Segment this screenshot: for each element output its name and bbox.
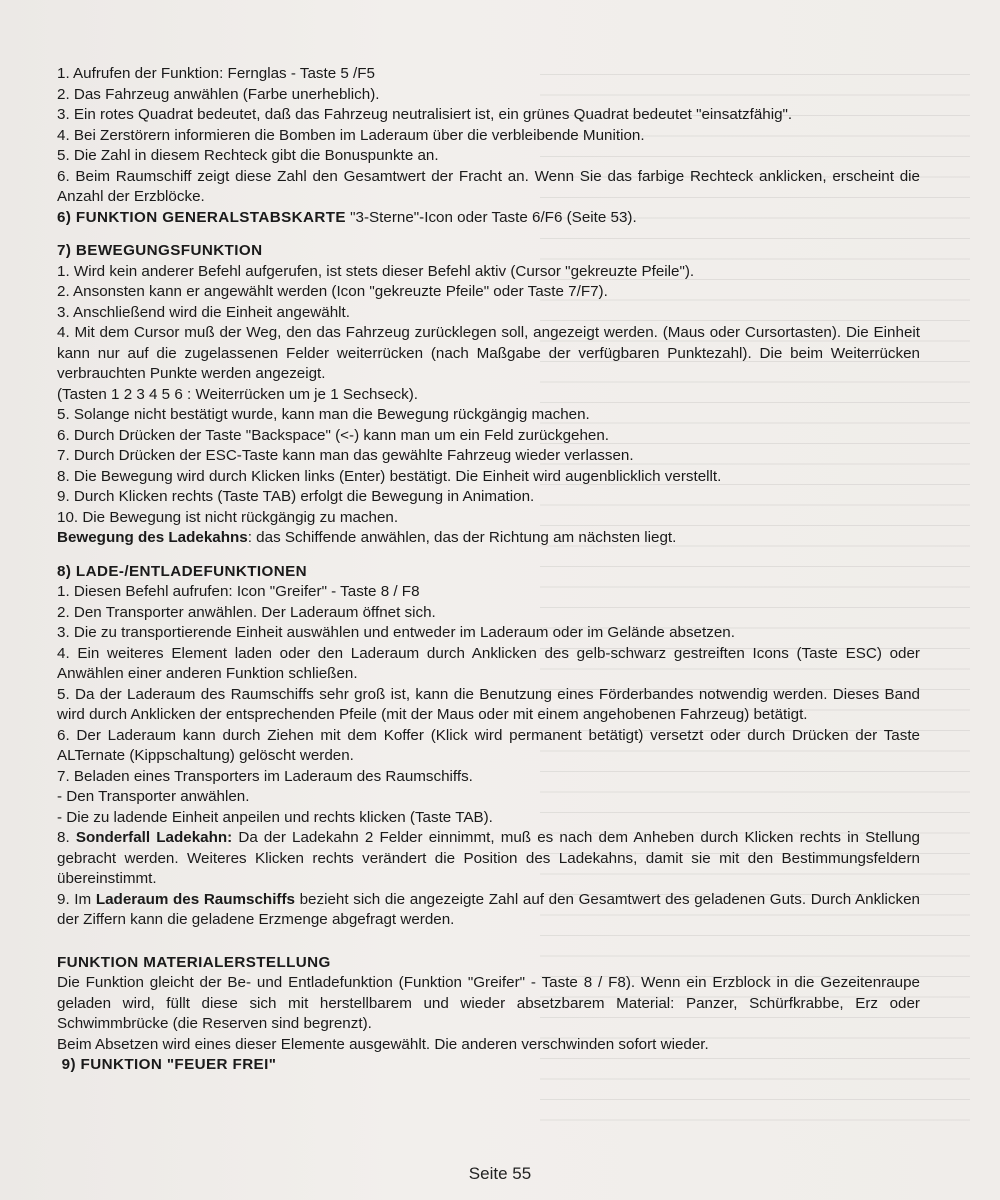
list-item: 7. Durch Drücken der ESC-Taste kann man das gewählte Fahrzeug wieder verlassen. xyxy=(57,447,634,464)
list-item: 2. Ansonsten kann er angewählt werden (Icon "gekreuzte Pfeile" oder Taste 7/F7). xyxy=(57,283,608,300)
material-paragraph: Die Funktion gleicht der Be- und Entladefunktion (Funktion "Greifer" - Taste 8 / F8). Wenn ein Erzblock in die Gezeitenraupe geladen wird, füllt diese sich mit herstellbarem und wieder absetzbarem Material: Panzer, Schürfkrabbe, Erz oder Schwimmbrücke (die Reserven sind begrenzt). xyxy=(57,974,920,1032)
list-item: 1. Aufrufen der Funktion: Fernglas - Taste 5 /F5 xyxy=(57,65,375,82)
list-item: 9. Durch Klicken rechts (Taste TAB) erfolgt die Bewegung in Animation. xyxy=(57,488,535,505)
section-material xyxy=(57,953,920,1076)
list-item: 4. Bei Zerstörern informieren die Bomben im Laderaum über die verbleibende Munition. xyxy=(57,126,645,144)
list-item: 6. Durch Drücken der Taste "Backspace" (<-) kann man um ein Feld zurückgehen. xyxy=(57,426,610,444)
section-6-text: "3-Sterne"-Icon oder Taste 6/F6 (Seite 53). xyxy=(345,208,637,226)
section-8 xyxy=(57,562,920,931)
item8-prefix: 8. xyxy=(57,829,76,846)
list-item: 5. Da der Laderaum des Raumschiffs sehr groß ist, kann die Benutzung eines Förderbandes notwendig werden. Dieses Band wird durch Anklicken der entsprechenden Pfeile (mit der Maus oder mit einem angehobenen Fahrzeug) betätigt. xyxy=(57,685,920,723)
list-item: 10. Die Bewegung ist nicht rückgängig zu machen. xyxy=(57,508,399,526)
list-item: 8. Die Bewegung wird durch Klicken links (Enter) bestätigt. Die Einheit wird augenblicklich verstellt. xyxy=(57,467,722,485)
list-item: 1. Diesen Befehl aufrufen: Icon "Greifer" - Taste 8 / F8 xyxy=(57,583,420,600)
list-item: 2. Den Transporter anwählen. Der Laderaum öffnet sich. xyxy=(57,603,436,621)
list-item: 6. Der Laderaum kann durch Ziehen mit dem Koffer (Klick wird permanent betätigt) versetzt oder durch Drücken der Taste ALTernate (Kippschaltung) gelöscht werden. xyxy=(57,726,920,764)
section-7-heading: 7) BEWEGUNGSFUNKTION xyxy=(57,242,263,259)
page-number: Seite 55 xyxy=(468,1164,532,1183)
material-heading: FUNKTION MATERIALERSTELLUNG xyxy=(57,953,331,971)
section-9-heading: 9) FUNKTION "FEUER FREI" xyxy=(57,1056,277,1073)
list-item: (Tasten 1 2 3 4 5 6 : Weiterrücken um je 1 Sechseck). xyxy=(57,385,419,403)
list-item: - Die zu ladende Einheit anpeilen und rechts klicken (Taste TAB). xyxy=(57,808,493,826)
list-item-cargo-hold xyxy=(57,890,920,931)
list-item: 1. Wird kein anderer Befehl aufgerufen, ist stets dieser Befehl aktiv (Cursor "gekreuzte Pfeile"). xyxy=(57,262,695,280)
ladekahn-bold: Bewegung des Ladekahns xyxy=(57,529,248,546)
list-item-special-case xyxy=(57,828,920,890)
list-item: - Den Transporter anwählen. xyxy=(57,788,250,805)
item8-text: Da der Ladekahn 2 Felder einnimmt, muß es nach dem Anheben durch Klicken rechts in Stellung gebracht werden. Weiteres Klicken rechts verändert die Position des Ladekahns, damit sie mit den Bestimmungsfeldern übereinstimmt. xyxy=(57,829,920,887)
list-item: 2. Das Fahrzeug anwählen (Farbe unerheblich). xyxy=(57,85,380,103)
ladekahn-note xyxy=(57,528,920,549)
list-item: 5. Solange nicht bestätigt wurde, kann man die Bewegung rückgängig machen. xyxy=(57,406,590,423)
intro-list xyxy=(57,64,920,208)
section-8-heading: 8) LADE-/ENTLADEFUNKTIONEN xyxy=(57,562,308,580)
section-7 xyxy=(57,241,920,549)
list-item: 3. Ein rotes Quadrat bedeutet, daß das Fahrzeug neutralisiert ist, ein grünes Quadrat bedeutet "einsatzfähig". xyxy=(57,106,793,123)
item9-text: bezieht sich die angezeigte Zahl auf den Gesamtwert des geladenen Guts. Durch Anklicken der Ziffern kann die geladene Erzmenge abgefragt werden. xyxy=(57,890,921,928)
material-line: Beim Absetzen wird eines dieser Elemente ausgewählt. Die anderen verschwinden sofort wieder. xyxy=(57,1035,709,1053)
list-item: 4. Ein weiteres Element laden oder den Laderaum durch Anklicken des gelb-schwarz gestreiften Icons (Taste ESC) oder Anwählen einer anderen Funktion schließen. xyxy=(57,644,920,682)
list-item: 7. Beladen eines Transporters im Laderaum des Raumschiffs. xyxy=(57,767,473,785)
item9-bold: Laderaum des Raumschiffs xyxy=(95,890,295,908)
list-item: 5. Die Zahl in diesem Rechteck gibt die Bonuspunkte an. xyxy=(57,147,439,164)
section-6-heading: 6) FUNKTION GENERALSTABSKARTE xyxy=(57,208,346,226)
manual-text xyxy=(57,64,920,1076)
item9-prefix: 9. Im xyxy=(57,890,96,908)
list-item: 3. Die zu transportierende Einheit auswählen und entweder im Laderaum oder im Gelände absetzen. xyxy=(57,624,735,641)
item8-bold: Sonderfall Ladekahn: xyxy=(75,829,233,846)
ladekahn-text: : das Schiffende anwählen, das der Richtung am nächsten liegt. xyxy=(247,529,677,546)
section-6-line xyxy=(57,208,920,229)
list-item: 4. Mit dem Cursor muß der Weg, den das Fahrzeug zurücklegen soll, angezeigt werden. (Maus oder Cursortasten). Die Einheit kann nur auf die zugelassenen Felder weiterrücken (nach Maßgabe der verfügbaren Punktezahl). Die beim Weiterrücken verbrauchten Punkte werden angezeigt. xyxy=(57,324,920,382)
list-item: 6. Beim Raumschiff zeigt diese Zahl den Gesamtwert der Fracht an. Wenn Sie das farbige Rechteck anklicken, erscheint die Anzahl der Erzblöcke. xyxy=(57,167,920,205)
list-item: 3. Anschließend wird die Einheit angewählt. xyxy=(57,303,350,321)
